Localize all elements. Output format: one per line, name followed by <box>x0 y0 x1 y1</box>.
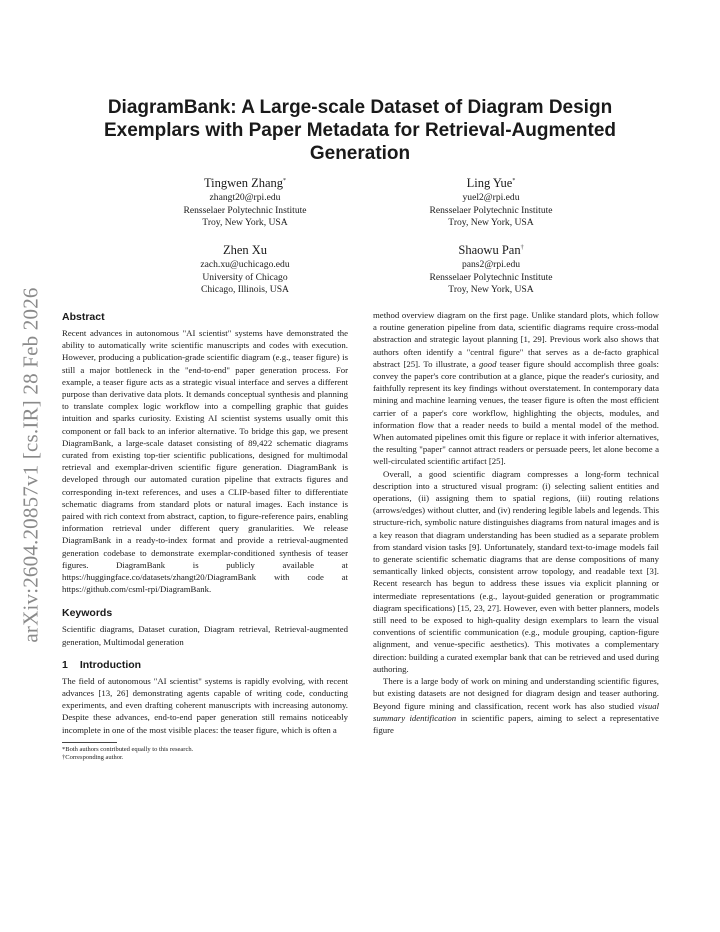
author-email: zhangt20@rpi.edu <box>209 192 281 203</box>
author-block <box>115 175 375 230</box>
intro-paragraph-continued: method overview diagram on the first page. Unlike standard plots, which follow a routine generation pipeline from data, scientific diagrams require cross-modal abstraction and strategic layout planning [1, 29]. Previous work also shows that authors often identify a "central figure" that serves as a de-facto graphical abstract [25]. To illustrate, a good teaser figure should accomplish three goals: convey the paper's core contribution at a glance, pique the reader's curiosity, and faithfully represent its key findings without overstatement. In contemporary data mining and machine learning venues, the teaser figure is often the most efficient carrier of a paper's core workflow, highlighting the objects, modules, and information flow that a reader needs to build a mental model of the method. When automated pipelines omit this figure or replace it with inferior alternatives, the resulting "paper" cannot attract readers or persuade peers, let alone become a well-circulated scientific artifact [25]. <box>373 310 659 467</box>
author-affiliation: University of Chicago <box>202 271 288 283</box>
keywords-text: Scientific diagrams, Dataset curation, Diagram retrieval, Retrieval-augmented generation, Multimodal generation <box>62 624 348 647</box>
right-column <box>373 309 659 736</box>
intro-paragraph: Overall, a good scientific diagram compresses a long-form technical description into a structured visual program: (i) selecting salient entities and operations, (ii) assigning them to spatial regions, (iii) routing relations (arrows/edges) without clutter, and (iv) rendering legible labels and legends. This structure-rich, symbolic nature distinguishes diagrams from natural images and is a key reason that diagram understanding has been studied as a separate problem from standard vision tasks [9]. Unfortunately, standard text-to-image models fail to generate scientific schematic diagrams that are dense compositions of many semantically linked objects, consistent arrow topology, and readable text [3]. Recent research has begun to address these issues via explicit planning or intermediate representations (e.g., layout-guided generation or programmatic diagram specifications) [15, 23, 27]. However, even with better planners, models still need to be exposed to high-quality design exemplars to learn the visual conventions of scientific communication (e.g., module grouping, caption-figure alignment, and venue-specific aesthetics). This motivates a complementary direction: building a curated exemplar bank that can be retrieved and used during authoring. <box>373 468 659 674</box>
author-mark: * <box>512 177 516 184</box>
author-location: Troy, New York, USA <box>448 217 534 229</box>
author-email: yuel2@rpi.edu <box>462 192 520 203</box>
intro-paragraph: The field of autonomous "AI scientist" systems is rapidly evolving, with recent advances [13, 26] demonstrating agents capable of writing code, conducting experiments, and even drafting coherent manuscripts with increasing autonomy. Despite these advances, end-to-end paper generation still remains noticeably incomplete in one of the most visible places: the teaser figure, which is often a <box>62 675 348 735</box>
section-number: 1 <box>62 658 68 671</box>
intro-paragraph: There is a large body of work on mining and understanding scientific figures, but existing datasets are not designed for diagram design and teaser authoring. Beyond figure mining and classification, recent work has also studied visual summary identification in scientific papers, aiming to select a representative figure <box>373 676 659 735</box>
author-block <box>361 242 621 297</box>
author-affiliation: Rensselaer Polytechnic Institute <box>429 271 553 283</box>
author-name: Zhen Xu <box>222 243 268 257</box>
paper-title: DiagramBank: A Large-scale Dataset of Diagram Design Exemplars with Paper Metadata for Retrieval-Augmented Generation <box>103 97 617 164</box>
author-mark: * <box>283 177 287 184</box>
author-name: Shaowu Pan <box>458 243 521 257</box>
author-block <box>361 175 621 230</box>
author-location: Chicago, Illinois, USA <box>201 284 289 296</box>
abstract-text: Recent advances in autonomous "AI scientist" systems have demonstrated the ability to automatically write scientific manuscripts and codes with execution. However, producing a publication-grade scientific diagram (e.g., teaser figure) is still a major bottleneck in the "end-to-end" paper generation process. For example, a teaser figure acts as a strategic visual interface and serves a different purpose than derivative data plots. It demands conceptual synthesis and planning to translate complex logic workflow into a compelling graphic that guides intuition and sparks curiosity. Existing AI scientist systems usually omit this component or fall back to an inferior alternative. To bridge this gap, we present DiagramBank, a large-scale dataset consisting of 89,422 schematic diagrams curated from existing top-tier scientific publications, designed for multimodal retrieval and exemplar-driven scientific figure generation. DiagramBank is developed through our automated curation pipeline that extracts figures and corresponding in-text references, and uses a CLIP-based filter to differentiate schematic diagrams from standard plots or natural images. Each instance is paired with rich context from abstract, caption, to figure-reference pairs, enabling information retrieval under different query granularities. We release DiagramBank in a ready-to-index format and provide a retrieval-augmented generation codebase to demonstrate exemplar-conditioned synthesis of teaser figures. DiagramBank is publicly available at https://huggingface.co/datasets/zhangt20/DiagramBank with code at https://github.com/csml-rpi/DiagramBank. <box>62 328 348 595</box>
left-column <box>62 310 348 763</box>
section-title: Introduction <box>79 658 142 671</box>
author-email: zach.xu@uchicago.edu <box>200 259 290 270</box>
author-name: Ling Yue <box>466 176 513 190</box>
abstract-heading: Abstract <box>62 311 105 323</box>
keywords-heading: Keywords <box>62 607 113 620</box>
author-block <box>115 242 375 297</box>
arxiv-stamp <box>12 245 50 685</box>
arxiv-identifier: arXiv:2604.20857v1 [cs.IR] 28 Feb 2026 <box>18 287 43 643</box>
author-name: Tingwen Zhang <box>203 176 284 190</box>
author-location: Troy, New York, USA <box>202 217 288 229</box>
footnote-rule <box>62 742 117 743</box>
author-affiliation: Rensselaer Polytechnic Institute <box>429 204 553 216</box>
footnote-equal-contribution: *Both authors contributed equally to this research. <box>62 745 194 753</box>
author-email: pans2@rpi.edu <box>461 259 521 270</box>
author-affiliation: Rensselaer Polytechnic Institute <box>183 204 307 216</box>
section-heading <box>62 658 348 672</box>
author-mark: † <box>520 244 524 251</box>
footnote-corresponding-author: †Corresponding author. <box>62 754 124 762</box>
author-location: Troy, New York, USA <box>448 284 534 296</box>
